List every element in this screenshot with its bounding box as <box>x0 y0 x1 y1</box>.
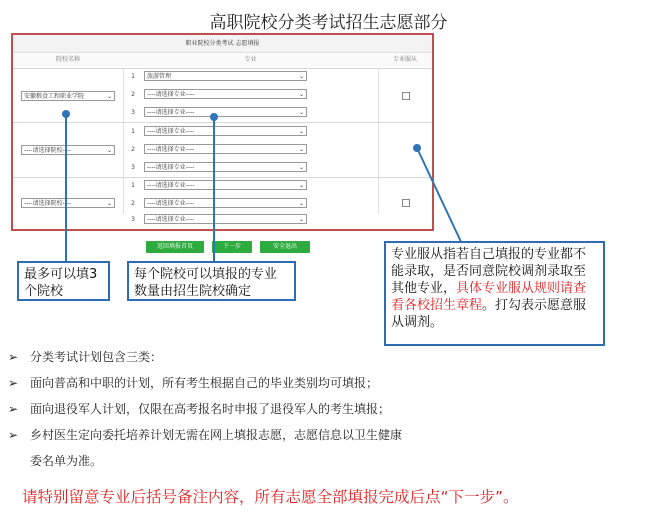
form-header: 职业院校分类考试 志愿填报 <box>13 35 432 53</box>
callout-max-schools: 最多可以填3个院校 <box>17 261 110 301</box>
chevron-down-icon: ⌄ <box>106 147 112 154</box>
bullet-item: ➢ 面向普高和中职的计划，所有考生根据自己的毕业类别均可填报； <box>8 376 379 390</box>
callout-major-count: 每个院校可以填报的专业数量由招生院校确定 <box>127 261 296 301</box>
column-header-adjust: 专业服从 <box>378 53 432 67</box>
row-number: 2 <box>131 91 135 98</box>
chevron-down-icon: ⌄ <box>298 109 304 116</box>
chevron-down-icon: ⌄ <box>298 146 304 153</box>
row-number: 3 <box>131 109 135 116</box>
major-select-3-1[interactable]: ----请选择专业---- ⌄ <box>144 180 307 190</box>
next-step-button[interactable]: 下一步 <box>212 241 252 253</box>
bullet-item: ➢ 面向退役军人计划，仅限在高考报名时申报了退役军人的考生填报； <box>8 402 391 416</box>
major-select-3-3[interactable]: ----请选择专业---- ⌄ <box>144 214 307 224</box>
callout-highlight-text: 具体专业服从规则请查看各校招生章程 <box>391 281 587 313</box>
page-title: 高职院校分类考试招生志愿部分 <box>209 13 448 33</box>
chevron-down-icon: ⌄ <box>106 93 112 100</box>
chevron-down-icon: ⌄ <box>298 182 304 189</box>
chevron-down-icon: ⌄ <box>298 200 304 207</box>
school-select-3[interactable]: ----请选择院校---- ⌄ <box>21 198 115 208</box>
chevron-down-icon: ⌄ <box>298 164 304 171</box>
arrow-bullet-icon: ➢ <box>8 402 19 416</box>
bullet-item: ➢ 乡村医生定向委托培养计划无需在网上填报志愿，志愿信息以卫生健康 <box>8 428 403 442</box>
school-select-1[interactable]: 安徽粮食工程职业学院 ⌄ <box>21 91 115 101</box>
major-select-2-2[interactable]: ----请选择专业---- ⌄ <box>144 144 307 154</box>
callout-text: 。打勾表示愿意服从调剂。 <box>391 298 587 330</box>
column-header-school: 院校名称 <box>13 53 123 67</box>
row-number: 2 <box>131 200 135 207</box>
chevron-down-icon: ⌄ <box>298 128 304 135</box>
chevron-down-icon: ⌄ <box>106 200 112 207</box>
row-number: 1 <box>131 73 135 80</box>
marker-dot-icon <box>413 144 421 152</box>
final-note: 请特别留意专业后括号备注内容，所有志愿全部填报完成后点“下一步”。 <box>22 488 519 506</box>
major-select-3-2[interactable]: ----请选择专业---- ⌄ <box>144 198 307 208</box>
major-select-1-2[interactable]: ----请选择专业---- ⌄ <box>144 89 307 99</box>
callout-text: 专业服从指若自己填报的专业都不能录取，是否同意院校调剂录取至其他专业， <box>391 247 587 296</box>
arrow-bullet-icon: ➢ <box>8 376 19 390</box>
callout-adjust-rule <box>384 241 605 346</box>
bullet-continuation: 委名单为准。 <box>30 454 103 468</box>
row-number: 2 <box>131 146 135 153</box>
major-select-1-1[interactable]: 旅游管理 ⌄ <box>144 71 307 81</box>
safe-exit-button[interactable]: 安全退出 <box>260 241 310 253</box>
column-header-major: 专业 <box>123 53 378 67</box>
row-number: 3 <box>131 164 135 171</box>
marker-dot-icon <box>62 110 70 118</box>
chevron-down-icon: ⌄ <box>298 73 304 80</box>
row-number: 3 <box>131 216 135 223</box>
major-select-1-3[interactable]: ----请选择专业---- ⌄ <box>144 107 307 117</box>
school-select-2[interactable]: ----请选择院校---- ⌄ <box>21 145 115 155</box>
arrow-bullet-icon: ➢ <box>8 428 19 442</box>
back-home-button[interactable]: 返回填报首页 <box>146 241 204 253</box>
marker-dot-icon <box>210 113 218 121</box>
row-number: 1 <box>131 128 135 135</box>
row-number: 1 <box>131 182 135 189</box>
major-select-2-1[interactable]: ----请选择专业---- ⌄ <box>144 126 307 136</box>
bullet-item: ➢ 分类考试计划包含三类： <box>8 350 163 364</box>
chevron-down-icon: ⌄ <box>298 91 304 98</box>
chevron-down-icon: ⌄ <box>298 216 304 223</box>
arrow-bullet-icon: ➢ <box>8 350 19 364</box>
major-select-2-3[interactable]: ----请选择专业---- ⌄ <box>144 162 307 172</box>
